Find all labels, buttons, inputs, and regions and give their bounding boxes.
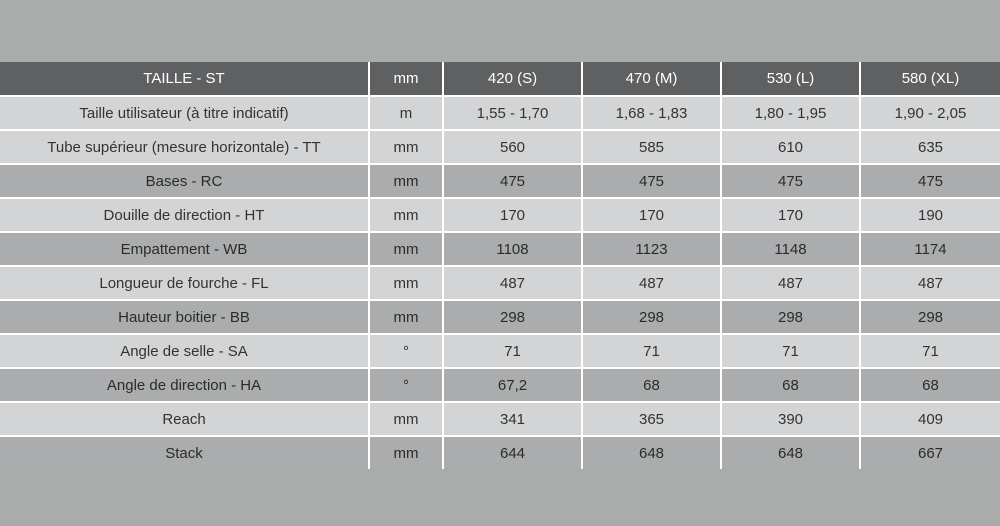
row-unit: mm — [370, 199, 444, 233]
table-header-row — [0, 62, 1000, 97]
row-label: Douille de direction - HT — [0, 199, 370, 233]
row-value: 298 — [444, 301, 583, 335]
row-unit: mm — [370, 131, 444, 165]
table-row — [0, 369, 1000, 403]
row-unit: m — [370, 97, 444, 131]
row-value: 487 — [444, 267, 583, 301]
row-value: 487 — [583, 267, 722, 301]
table-row — [0, 199, 1000, 233]
row-value: 170 — [722, 199, 861, 233]
row-value: 1,90 - 2,05 — [861, 97, 1000, 131]
row-value: 1123 — [583, 233, 722, 267]
row-value: 475 — [861, 165, 1000, 199]
row-value: 475 — [444, 165, 583, 199]
header-size-m: 470 (M) — [583, 62, 722, 97]
row-value: 487 — [722, 267, 861, 301]
row-value: 298 — [583, 301, 722, 335]
header-size-l: 530 (L) — [722, 62, 861, 97]
row-value: 68 — [722, 369, 861, 403]
row-value: 170 — [444, 199, 583, 233]
row-unit: mm — [370, 301, 444, 335]
row-value: 648 — [583, 437, 722, 469]
row-value: 365 — [583, 403, 722, 437]
row-label: Angle de selle - SA — [0, 335, 370, 369]
row-value: 71 — [722, 335, 861, 369]
row-value: 409 — [861, 403, 1000, 437]
table-row — [0, 97, 1000, 131]
row-value: 71 — [444, 335, 583, 369]
row-label: Stack — [0, 437, 370, 469]
row-value: 585 — [583, 131, 722, 165]
header-size-s: 420 (S) — [444, 62, 583, 97]
row-value: 1174 — [861, 233, 1000, 267]
table-row — [0, 131, 1000, 165]
row-value: 170 — [583, 199, 722, 233]
table-row — [0, 335, 1000, 369]
row-unit: ° — [370, 369, 444, 403]
row-label: Empattement - WB — [0, 233, 370, 267]
row-value: 635 — [861, 131, 1000, 165]
header-label: TAILLE - ST — [0, 62, 370, 97]
row-value: 644 — [444, 437, 583, 469]
row-value: 610 — [722, 131, 861, 165]
row-value: 1,55 - 1,70 — [444, 97, 583, 131]
row-value: 475 — [722, 165, 861, 199]
row-value: 1,80 - 1,95 — [722, 97, 861, 131]
table-row — [0, 437, 1000, 469]
row-unit: mm — [370, 165, 444, 199]
row-label: Taille utilisateur (à titre indicatif) — [0, 97, 370, 131]
row-label: Tube supérieur (mesure horizontale) - TT — [0, 131, 370, 165]
row-label: Angle de direction - HA — [0, 369, 370, 403]
row-unit: mm — [370, 233, 444, 267]
row-value: 390 — [722, 403, 861, 437]
table-row — [0, 165, 1000, 199]
header-unit: mm — [370, 62, 444, 97]
row-label: Bases - RC — [0, 165, 370, 199]
row-label: Longueur de fourche - FL — [0, 267, 370, 301]
table-row — [0, 403, 1000, 437]
row-value: 1108 — [444, 233, 583, 267]
row-value: 298 — [722, 301, 861, 335]
row-unit: mm — [370, 403, 444, 437]
row-value: 560 — [444, 131, 583, 165]
row-unit: mm — [370, 267, 444, 301]
header-size-xl: 580 (XL) — [861, 62, 1000, 97]
row-value: 1,68 - 1,83 — [583, 97, 722, 131]
row-value: 68 — [861, 369, 1000, 403]
row-value: 487 — [861, 267, 1000, 301]
row-unit: mm — [370, 437, 444, 469]
row-value: 67,2 — [444, 369, 583, 403]
row-label: Reach — [0, 403, 370, 437]
geometry-table — [0, 62, 1000, 469]
row-value: 1148 — [722, 233, 861, 267]
row-value: 190 — [861, 199, 1000, 233]
table-row — [0, 233, 1000, 267]
row-value: 68 — [583, 369, 722, 403]
row-value: 71 — [583, 335, 722, 369]
table-row — [0, 301, 1000, 335]
row-value: 298 — [861, 301, 1000, 335]
row-value: 648 — [722, 437, 861, 469]
row-value: 667 — [861, 437, 1000, 469]
row-value: 71 — [861, 335, 1000, 369]
row-value: 341 — [444, 403, 583, 437]
table-row — [0, 267, 1000, 301]
row-value: 475 — [583, 165, 722, 199]
row-unit: ° — [370, 335, 444, 369]
row-label: Hauteur boitier - BB — [0, 301, 370, 335]
